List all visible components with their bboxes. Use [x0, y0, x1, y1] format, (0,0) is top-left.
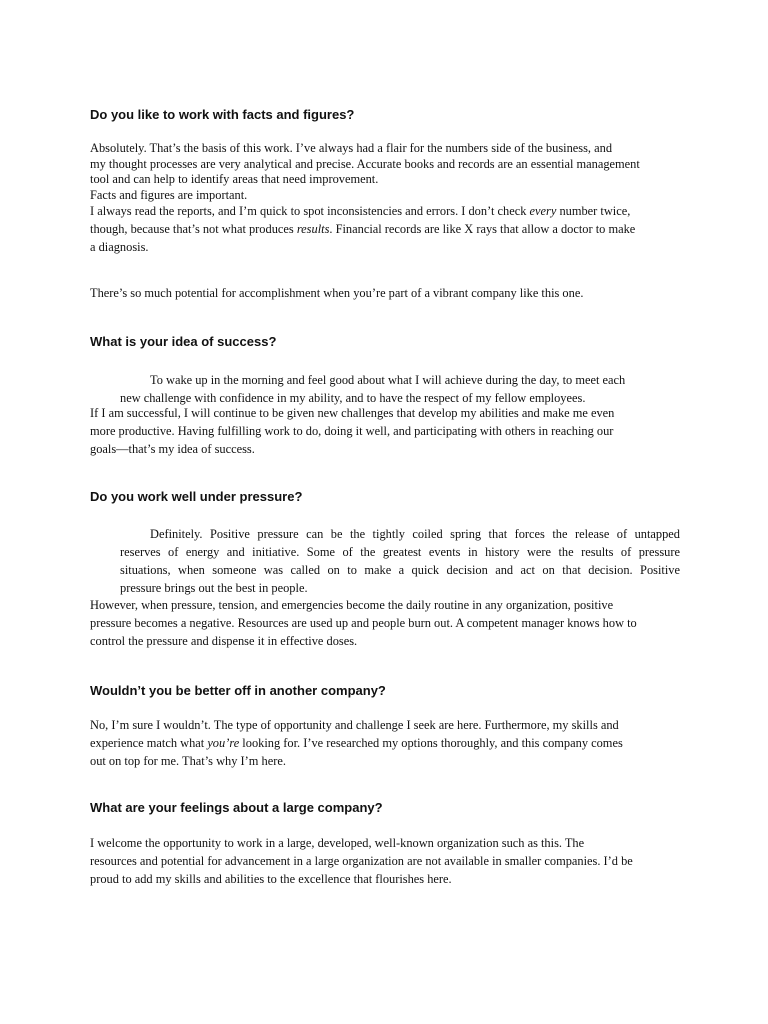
- heading-facts-and-figures: Do you like to work with facts and figures?: [90, 107, 355, 122]
- paragraph-success-indented: To wake up in the morning and feel good about what I will achieve during the day, to meet each new challenge with confidence in my ability, and to have the respect of my fellow employees.: [120, 373, 626, 405]
- paragraph-another-company: No, I’m sure I wouldn’t. The type of opportunity and challenge I seek are here. Furthermore, my skills and experience match what you’re looking for. I’ve researched my options thoroughly, and this company comes out on top for me. That’s why I’m here.: [90, 718, 623, 768]
- heading-large-company: What are your feelings about a large company?: [90, 800, 383, 815]
- paragraph-facts-2: I always read the reports, and I’m quick to spot inconsistencies and errors. I don’t check every number twice, though, because that’s not what produces results. Financial records are like X rays that allow a doctor to make a diagnosis.: [90, 204, 636, 254]
- paragraph-success-body: If I am successful, I will continue to be given new challenges that develop my abilities and make me even more productive. Having fulfilling work to do, doing it well, and participating with others in reaching our goals—that’s my idea of success.: [90, 406, 615, 456]
- paragraph-pressure-indented: Definitely. Positive pressure can be the tightly coiled spring that forces the release of untapped reserves of energy and initiative. Some of the greatest events in history were the results of pressure situations, when someone was called on to make a quick decision and act on that decision. Positive pressure brings out the best in people.: [120, 527, 680, 595]
- heading-work-under-pressure: Do you work well under pressure?: [90, 489, 303, 504]
- paragraph-large-company: I welcome the opportunity to work in a large, developed, well-known organization such as this. The resources and potential for advancement in a large organization are not available in smaller companies. I’d be proud to add my skills and abilities to the excellence that flourishes here.: [90, 836, 633, 886]
- paragraph-pressure-body: However, when pressure, tension, and emergencies become the daily routine in any organization, positive pressure becomes a negative. Resources are used up and people burn out. A competent manager knows how to control the pressure and dispense it in effective doses.: [90, 598, 637, 648]
- paragraph-facts-1: Absolutely. That’s the basis of this work. I’ve always had a flair for the numbers side of the business, and my thought processes are very analytical and precise. Accurate books and records are an essential management tool and can help to identify areas that need improvement. Facts and figures are important.: [90, 141, 640, 202]
- paragraph-facts-3: There’s so much potential for accomplishment when you’re part of a vibrant company like this one.: [90, 286, 584, 300]
- heading-another-company: Wouldn’t you be better off in another company?: [90, 683, 386, 698]
- heading-idea-of-success: What is your idea of success?: [90, 334, 277, 349]
